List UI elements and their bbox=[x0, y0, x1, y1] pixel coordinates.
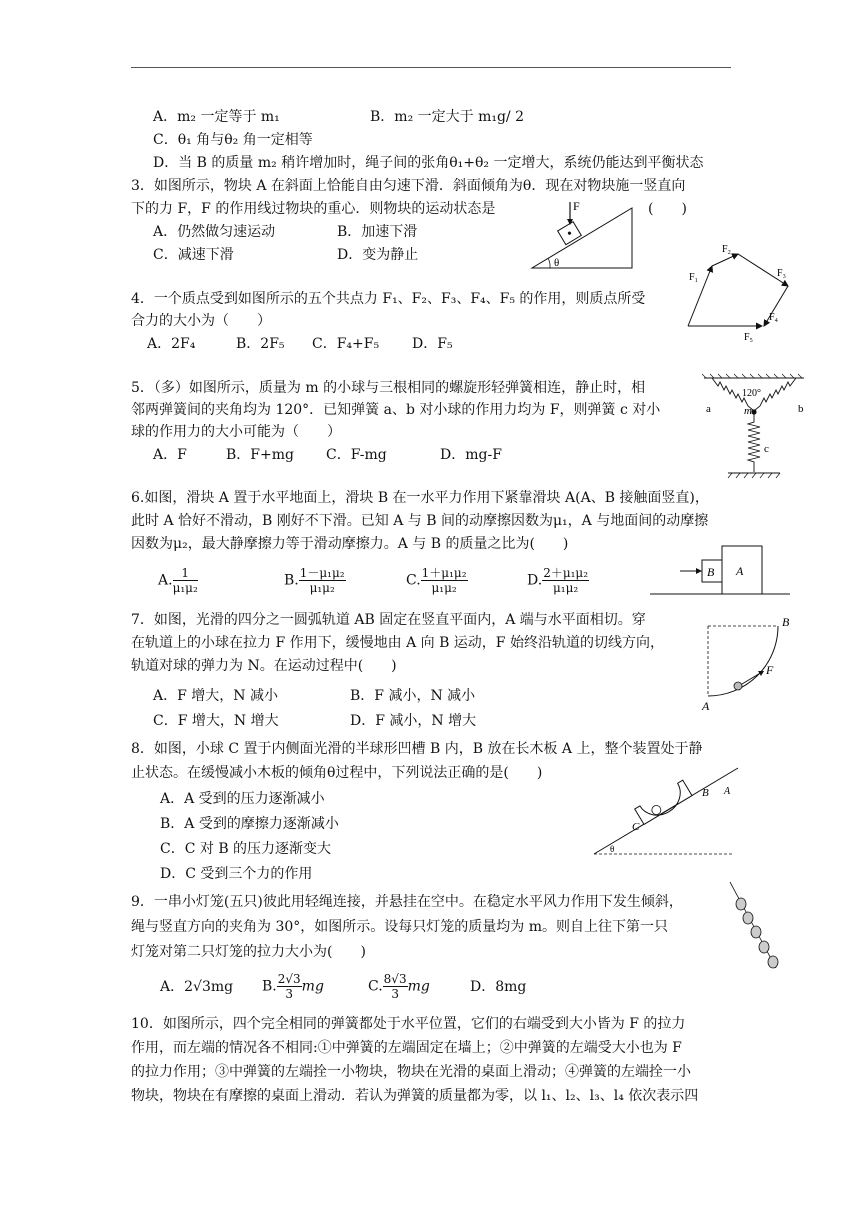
q6-option-b-numerator: 1－μ₁μ₂ bbox=[299, 566, 345, 580]
q6-option-d bbox=[527, 566, 589, 595]
q5-option-a: A．F bbox=[153, 447, 187, 463]
q7-fig-label-f: F bbox=[766, 663, 774, 677]
q6-fig-label-a: A bbox=[736, 564, 744, 578]
q10-stem-line2: 作用，而左端的情况各不相同:①中弹簧的左端固定在墙上；②中弹簧的左端受大小也为 F bbox=[131, 1040, 682, 1056]
q2-option-c: C．θ₁ 角与θ₂ 角一定相等 bbox=[153, 132, 313, 148]
q3-option-d: D．变为静止 bbox=[337, 247, 419, 263]
q4-fig-label-f4: F₄ bbox=[769, 312, 779, 323]
q8-stem-line2: 止状态。在缓慢减小木板的倾角θ过程中，下列说法正确的是( ) bbox=[131, 765, 543, 781]
q9-stem-line1: 9．一串小灯笼(五只)彼此用轻绳连接，并悬挂在空中。在稳定水平风力作用下发生倾斜， bbox=[131, 894, 683, 910]
q10-stem-line3: 的拉力作用；③中弹簧的左端拴一小物块，物块在光滑的桌面上滑动；④弹簧的左端拴一小 bbox=[131, 1064, 691, 1080]
q3-fig-label-f: F bbox=[573, 199, 580, 213]
q9-option-c-denominator: 3 bbox=[391, 987, 399, 1001]
q6-blocks-figure bbox=[650, 542, 790, 596]
q6-option-d-prefix: D. bbox=[527, 572, 543, 589]
q6-option-a bbox=[158, 566, 198, 595]
q4-fig-label-f2: F₂ bbox=[722, 244, 732, 255]
q5-option-d: D．mg-F bbox=[440, 447, 502, 463]
q8-fig-label-a: A bbox=[724, 786, 731, 797]
q8-option-b: B．A 受到的摩擦力逐渐减小 bbox=[160, 816, 339, 832]
q7-fig-label-a: A bbox=[702, 699, 710, 713]
q8-fig-label-c: C bbox=[632, 821, 640, 833]
q7-stem-line2: 在轨道上的小球在拉力 F 作用下，缓慢地由 A 向 B 运动，F 始终沿轨道的切线方向， bbox=[131, 635, 664, 651]
q5-stem-line1: 5．（多）如图所示，质量为 m 的小球与三根相同的螺旋形轻弹簧相连，静止时，相 bbox=[131, 380, 646, 396]
q2-option-b: B．m₂ 一定大于 m₁g/ 2 bbox=[370, 109, 524, 125]
q6-option-a-prefix: A. bbox=[158, 572, 173, 589]
q7-option-d: D．F 减小，N 增大 bbox=[350, 713, 477, 729]
q8-incline-bowl-figure bbox=[592, 766, 742, 860]
q9-option-b-denominator: 3 bbox=[285, 987, 294, 1001]
q4-fig-label-f3: F₃ bbox=[777, 268, 787, 279]
q6-option-c-prefix: C. bbox=[406, 572, 421, 589]
header-rule bbox=[131, 67, 731, 68]
q3-option-a: A．仍然做匀速运动 bbox=[153, 224, 276, 240]
q5-option-b: B．F+mg bbox=[226, 447, 294, 463]
q4-option-b: B．2F₅ bbox=[236, 336, 285, 352]
q5-fig-label-angle: 120° bbox=[742, 388, 761, 399]
q6-option-a-numerator: 1 bbox=[173, 566, 198, 581]
q2-option-a: A．m₂ 一定等于 m₁ bbox=[153, 109, 280, 125]
q6-option-d-denominator: μ₁μ₂ bbox=[553, 581, 579, 595]
q7-arc-track-figure bbox=[700, 614, 800, 714]
q9-option-b-unit: mg bbox=[301, 978, 324, 995]
q3-fig-label-theta: θ bbox=[554, 257, 560, 269]
q5-stem-line3: 球的作用力的大小可能为（ ） bbox=[131, 424, 341, 440]
q3-option-c: C．减速下滑 bbox=[153, 247, 234, 263]
q6-option-b-denominator: μ₁μ₂ bbox=[309, 581, 335, 595]
q7-stem-line3: 轨道对球的弹力为 N。在运动过程中( ) bbox=[131, 658, 397, 674]
q4-force-polygon-figure bbox=[684, 240, 794, 346]
q8-option-d: D．C 受到三个力的作用 bbox=[160, 866, 313, 882]
q5-fig-label-a: a bbox=[706, 403, 711, 415]
q8-fig-label-b: B bbox=[702, 787, 709, 799]
q6-option-c-numerator: 1＋μ₁μ₂ bbox=[421, 566, 467, 580]
q6-stem-line3: 因数为μ₂，最大静摩擦力等于滑动摩擦力。A 与 B 的质量之比为( ) bbox=[131, 536, 569, 552]
q9-option-c-unit: mg bbox=[407, 978, 430, 995]
q4-stem-line1: 4．一个质点受到如图所示的五个共点力 F₁、F₂、F₃、F₄、F₅ 的作用，则质点所受 bbox=[131, 291, 646, 307]
q8-stem-line1: 8．如图，小球 C 置于内侧面光滑的半球形凹槽 B 内，B 放在长木板 A 上，整个装置处于静 bbox=[131, 741, 703, 757]
q10-stem-line1: 10．如图所示，四个完全相同的弹簧都处于水平位置，它们的右端受到大小皆为 F 的拉力 bbox=[131, 1016, 686, 1032]
q3-stem-line2: 下的力 F，F 的作用线过物块的重心．则物块的运动状态是 bbox=[131, 201, 496, 217]
q9-option-c-prefix: C. bbox=[368, 978, 383, 995]
q7-stem-line1: 7．如图，光滑的四分之一圆弧轨道 AB 固定在竖直平面内，A 端与水平面相切。穿 bbox=[131, 612, 646, 628]
q6-option-b-prefix: B. bbox=[284, 572, 299, 589]
q9-option-b-prefix: B. bbox=[262, 978, 277, 995]
q5-spring-figure bbox=[700, 372, 810, 482]
q2-option-d: D．当 B 的质量 m₂ 稍许增加时，绳子间的张角θ₁+θ₂ 一定增大，系统仍能达到平衡状态 bbox=[153, 155, 704, 171]
q6-option-d-numerator: 2＋μ₁μ₂ bbox=[543, 566, 589, 580]
q7-fig-label-b: B bbox=[782, 615, 790, 629]
q8-option-c: C．C 对 B 的压力逐渐变大 bbox=[160, 841, 332, 857]
q6-option-c bbox=[406, 566, 468, 595]
q5-fig-label-b: b bbox=[798, 403, 804, 415]
q4-fig-label-f5: F₅ bbox=[744, 332, 754, 343]
q9-option-c bbox=[368, 972, 430, 1001]
q5-fig-label-c: c bbox=[764, 443, 769, 455]
q4-option-c: C．F₄+F₅ bbox=[312, 336, 380, 352]
q9-stem-line3: 灯笼对第二只灯笼的拉力大小为( ) bbox=[131, 944, 366, 960]
q7-option-b: B．F 减小，N 减小 bbox=[350, 688, 476, 704]
q4-option-a: A．2F₄ bbox=[147, 336, 196, 352]
q3-option-b: B．加速下滑 bbox=[337, 224, 418, 240]
q3-stem-line1: 3．如图所示，物块 A 在斜面上恰能自由匀速下滑．斜面倾角为θ．现在对物块施一竖直向 bbox=[131, 178, 686, 194]
q8-fig-label-theta: θ bbox=[610, 844, 615, 854]
q7-option-c: C．F 增大，N 增大 bbox=[153, 713, 279, 729]
q9-option-b bbox=[262, 972, 324, 1001]
q5-stem-line2: 邻两弹簧间的夹角均为 120°．已知弹簧 a、b 对小球的作用力均为 F，则弹簧 c 对小 bbox=[131, 402, 661, 418]
q9-option-a: A．2√3mg bbox=[160, 979, 234, 995]
q3-incline-figure bbox=[528, 196, 636, 272]
q7-option-a: A．F 增大，N 减小 bbox=[153, 688, 278, 704]
q9-stem-line2: 绳与竖直方向的夹角为 30°，如图所示。设每只灯笼的质量均为 m。则自上往下第一只 bbox=[131, 919, 668, 935]
q6-option-c-denominator: μ₁μ₂ bbox=[431, 581, 457, 595]
q9-option-c-numerator: 8√3 bbox=[383, 972, 407, 986]
q6-fig-label-b: B bbox=[707, 565, 715, 579]
q9-lanterns-figure bbox=[728, 880, 788, 976]
q6-option-b bbox=[284, 566, 346, 595]
q4-fig-label-f1: F₁ bbox=[689, 272, 699, 283]
q4-stem-line2: 合力的大小为（ ） bbox=[131, 313, 271, 329]
q4-option-d: D．F₅ bbox=[412, 336, 453, 352]
q8-option-a: A．A 受到的压力逐渐减小 bbox=[160, 791, 325, 807]
q5-fig-label-m: m bbox=[744, 405, 752, 417]
q3-answer-blank: ( ) bbox=[648, 201, 687, 217]
q6-option-a-denominator: μ₁μ₂ bbox=[172, 581, 198, 595]
q9-option-b-numerator: 2√3 bbox=[277, 972, 301, 986]
q10-stem-line4: 物块，物块在有摩擦的桌面上滑动．若认为弹簧的质量都为零，以 l₁、l₂、l₃、l₄ 依次表示四 bbox=[131, 1088, 699, 1104]
q6-stem-line1: 6.如图，滑块 A 置于水平地面上，滑块 B 在一水平力作用下紧靠滑块 A(A、B 接触面竖直)， bbox=[131, 490, 709, 506]
q9-option-d: D．8mg bbox=[470, 979, 527, 995]
q6-stem-line2: 此时 A 恰好不滑动，B 刚好不下滑。已知 A 与 B 间的动摩擦因数为μ₁，A 与地面间的动摩擦 bbox=[131, 513, 709, 529]
q5-option-c: C．F-mg bbox=[326, 447, 387, 463]
